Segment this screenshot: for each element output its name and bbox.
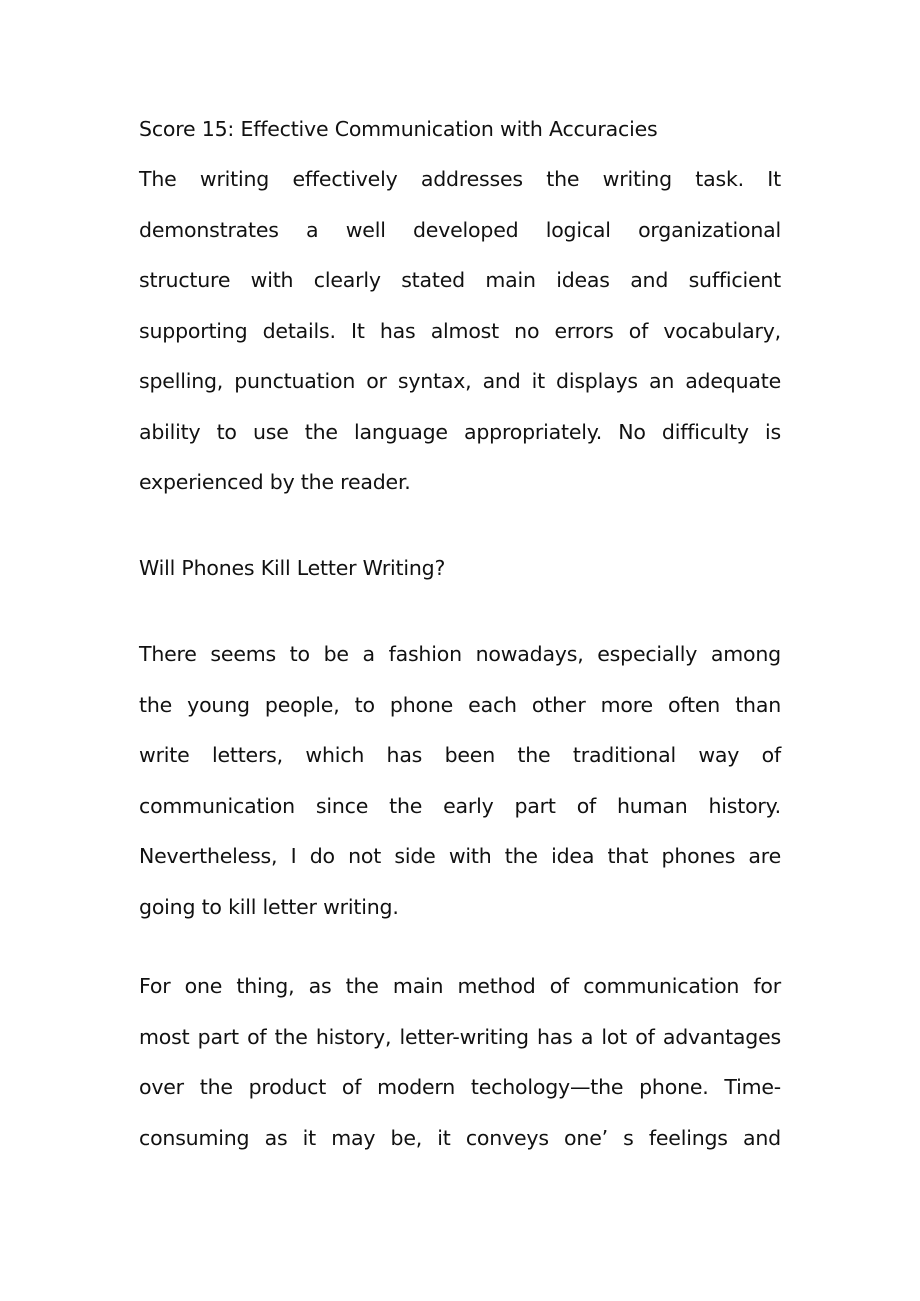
paragraph-line: For one thing, as the main method of communication for <box>139 974 781 998</box>
paragraph-line: Nevertheless, I do not side with the idea that phones are <box>139 844 781 868</box>
paragraph-line: consuming as it may be, it conveys one’ s feelings and <box>139 1125 781 1150</box>
paragraph-line: most part of the history, letter-writing has a lot of advantages <box>139 1024 781 1049</box>
score-description <box>139 154 781 508</box>
essay-paragraph-1 <box>139 629 781 932</box>
score-description-line: The writing effectively addresses the writing task. It <box>139 167 781 191</box>
paragraph-line: There seems to be a fashion nowadays, especially among <box>139 642 781 666</box>
essay-paragraph-2 <box>139 961 781 1163</box>
score-description-line: structure with clearly stated main ideas and sufficient <box>139 268 781 292</box>
score-description-line: supporting details. It has almost no errors of vocabulary, <box>139 318 781 343</box>
paragraph-line: over the product of modern techology—the phone. Time- <box>139 1075 781 1099</box>
score-description-line: demonstrates a well developed logical organizational <box>139 217 781 242</box>
score-description-line: spelling, punctuation or syntax, and it displays an adequate <box>139 369 781 393</box>
score-description-line: experienced by the reader. <box>139 470 411 494</box>
paragraph-line: write letters, which has been the traditional way of <box>139 743 781 767</box>
paragraph-line: going to kill letter writing. <box>139 894 399 919</box>
paragraph-line: the young people, to phone each other more often than <box>139 692 781 717</box>
essay-title: Will Phones Kill Letter Writing? <box>139 556 446 580</box>
score-heading: Score 15: Effective Communication with Accuracies <box>139 117 658 141</box>
score-description-line: ability to use the language appropriately. No difficulty is <box>139 419 781 444</box>
paragraph-line: communication since the early part of human history. <box>139 793 781 818</box>
